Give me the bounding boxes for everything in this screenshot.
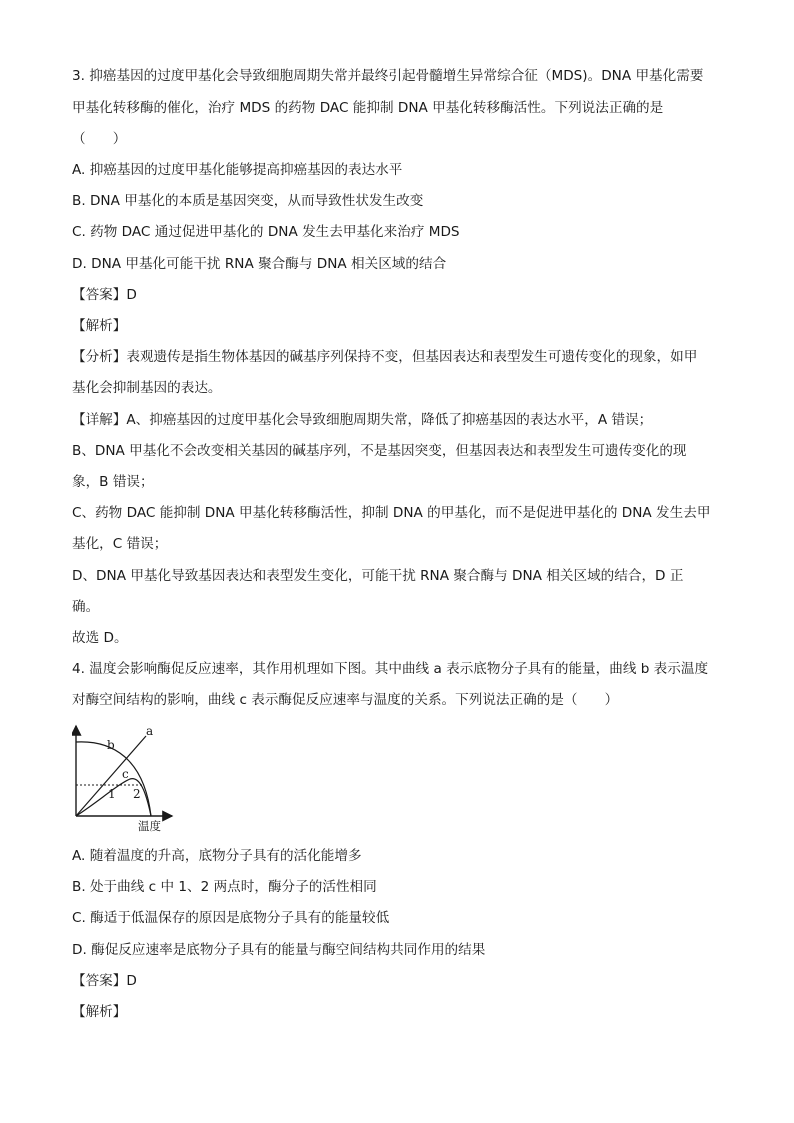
q3-analysis-line-1: 【分析】表观遗传是指生物体基因的碱基序列保持不变，但基因表达和表型发生可遗传变化的现象，如甲	[72, 349, 698, 365]
curve-b	[76, 742, 151, 816]
q3-analysis-line-7: 基化，C 错误；	[72, 536, 168, 552]
q4-option-a: A. 随着温度的升高，底物分子具有的活化能增多	[72, 848, 362, 864]
q3-analysis-line-2: 基化会抑制基因的表达。	[72, 380, 222, 396]
q4-option-b: B. 处于曲线 c 中 1、2 两点时，酶分子的活性相同	[72, 879, 377, 895]
q3-analysis-label: 【解析】	[72, 318, 127, 334]
q3-stem-line-1: 3. 抑癌基因的过度甲基化会导致细胞周期失常并最终引起骨髓增生异常综合征（MDS)。DNA 甲基化需要	[72, 68, 704, 84]
q3-analysis-line-10: 故选 D。	[72, 630, 128, 646]
q3-stem-line-3: （ ）	[72, 131, 127, 147]
q3-analysis-line-5: 象，B 错误；	[72, 474, 154, 490]
q4-answer: 【答案】D	[72, 973, 137, 989]
q3-analysis-line-3: 【详解】A、抑癌基因的过度甲基化会导致细胞周期失常，降低了抑癌基因的表达水平，A 错误；	[72, 412, 653, 428]
q3-answer: 【答案】D	[72, 287, 137, 303]
x-axis-label: 温度	[138, 819, 161, 833]
label-a: a	[146, 724, 154, 738]
label-b: b	[107, 738, 115, 752]
enzyme-temperature-figure	[72, 722, 182, 834]
figure-svg	[72, 722, 182, 834]
q3-option-a: A. 抑癌基因的过度甲基化能够提高抑癌基因的表达水平	[72, 162, 403, 178]
q3-analysis-line-9: 确。	[72, 599, 100, 615]
q4-stem-line-1: 4. 温度会影响酶促反应速率，其作用机理如下图。其中曲线 a 表示底物分子具有的能量，曲线 b 表示温度	[72, 661, 709, 677]
q3-analysis-line-4: B、DNA 甲基化不会改变相关基因的碱基序列，不是基因突变，但基因表达和表型发生可遗传变化的现	[72, 443, 687, 459]
q3-option-c: C. 药物 DAC 通过促进甲基化的 DNA 发生去甲基化来治疗 MDS	[72, 224, 460, 240]
label-point-1: 1	[108, 787, 116, 801]
label-point-2: 2	[133, 787, 141, 801]
q4-option-d: D. 酶促反应速率是底物分子具有的能量与酶空间结构共同作用的结果	[72, 942, 486, 958]
q3-analysis-line-8: D、DNA 甲基化导致基因表达和表型发生变化，可能干扰 RNA 聚合酶与 DNA 相关区域的结合，D 正	[72, 568, 684, 584]
q4-analysis-label: 【解析】	[72, 1004, 127, 1020]
label-c: c	[122, 767, 129, 781]
q3-option-d: D. DNA 甲基化可能干扰 RNA 聚合酶与 DNA 相关区域的结合	[72, 256, 447, 272]
q3-stem-line-2: 甲基化转移酶的催化，治疗 MDS 的药物 DAC 能抑制 DNA 甲基化转移酶活性。下列说法正确的是	[72, 100, 664, 116]
q3-option-b: B. DNA 甲基化的本质是基因突变，从而导致性状发生改变	[72, 193, 424, 209]
q4-option-c: C. 酶适于低温保存的原因是底物分子具有的能量较低	[72, 910, 390, 926]
q4-stem-line-2: 对酶空间结构的影响，曲线 c 表示酶促反应速率与温度的关系。下列说法正确的是（ ）	[72, 692, 619, 708]
q3-analysis-line-6: C、药物 DAC 能抑制 DNA 甲基化转移酶活性，抑制 DNA 的甲基化，而不是促进甲基化的 DNA 发生去甲	[72, 505, 711, 521]
